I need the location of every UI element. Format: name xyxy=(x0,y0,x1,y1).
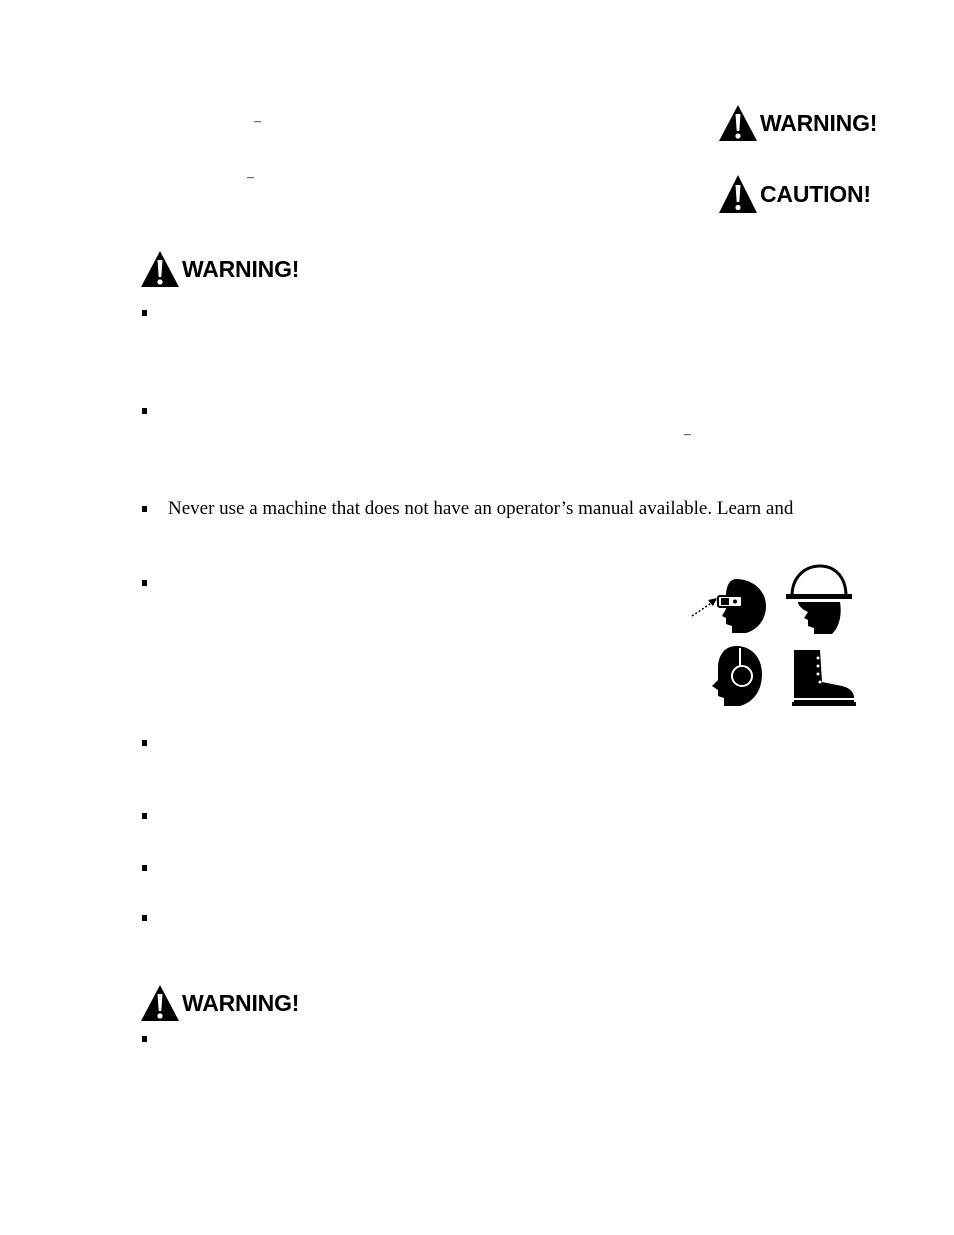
bullet-marker xyxy=(142,1036,147,1042)
safety-glasses-icon xyxy=(690,576,770,636)
ear-protection-icon xyxy=(706,644,766,708)
legend-dash-1: – xyxy=(254,114,261,129)
section2-warning-badge xyxy=(140,984,299,1022)
legend-warning-badge xyxy=(718,104,877,142)
badge-label: CAUTION! xyxy=(760,180,871,207)
legend-caution-badge xyxy=(718,174,871,214)
badge-label: WARNING! xyxy=(182,255,300,282)
legend-dash-2: – xyxy=(247,170,254,185)
warning-triangle-icon xyxy=(718,104,758,142)
safety-boot-icon xyxy=(790,648,856,708)
badge-label: WARNING! xyxy=(760,109,878,136)
bullet-marker xyxy=(142,408,147,414)
hard-hat-icon xyxy=(784,564,854,639)
item2-dash: – xyxy=(684,427,691,442)
warning-triangle-icon xyxy=(140,250,180,288)
list-item-text: Never use a machine that does not have an operator’s manual available. Learn and xyxy=(168,498,794,519)
bullet-marker xyxy=(142,740,147,746)
section1-warning-badge xyxy=(140,250,299,288)
bullet-marker xyxy=(142,310,147,316)
bullet-marker xyxy=(142,865,147,871)
bullet-marker xyxy=(142,915,147,921)
bullet-marker xyxy=(142,580,147,586)
badge-label: WARNING! xyxy=(182,989,300,1016)
bullet-marker xyxy=(142,506,147,512)
warning-triangle-icon xyxy=(718,174,758,214)
bullet-marker xyxy=(142,813,147,819)
warning-triangle-icon xyxy=(140,984,180,1022)
